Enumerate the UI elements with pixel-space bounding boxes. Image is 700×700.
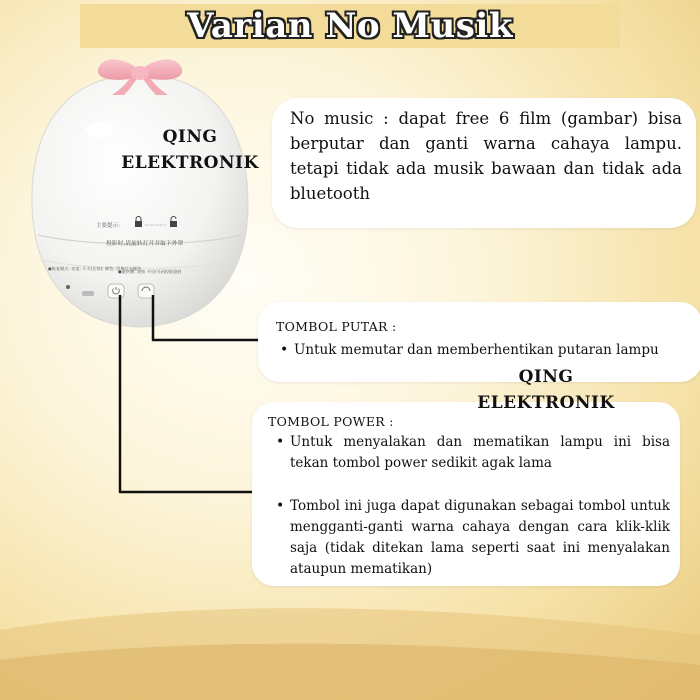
rotate-button-heading: TOMBOL PUTAR : <box>276 319 397 334</box>
watermark-line2: ELEKTRONIK <box>121 153 259 173</box>
power-button-card <box>252 402 680 586</box>
power-button-bullet: • Untuk menyalakan dan mematikan lampu ini bisa tekan tombol power sedikit agak lama <box>290 432 670 474</box>
power-button-bullet: • Tombol ini juga dapat digunakan sebagai tombol untuk mengganti-ganti warna cahaya dengan cara klik-klik saja (tidak ditekan lama seperti saat ini menyalakan ataupun mematikan) <box>290 496 670 580</box>
description-card <box>272 98 696 228</box>
power-button-heading: TOMBOL POWER : <box>268 414 394 429</box>
rotate-button-bullet: • Untuk memutar dan memberhentikan putaran lampu <box>294 340 694 361</box>
page-title: Varian No Musik <box>187 6 513 46</box>
device-label-front-right: ●旋转键: 短按 开启/关闭投影旋转 <box>118 269 182 274</box>
watermark <box>110 124 270 176</box>
description-text: No music : dapat free 6 film (gambar) bisa berputar dan ganti warna cahaya lampu. tetapi tidak ada musik bawaan dan tidak ada bluetooth <box>290 109 682 203</box>
watermark-line1: QING <box>162 127 218 147</box>
device-label-top: 主要提示: <box>96 223 120 229</box>
watermark-line1: QING <box>518 367 574 387</box>
device-label-warning: 投影时,请旋转打开并取下外罩 <box>106 241 184 247</box>
watermark-line2: ELEKTRONIK <box>477 393 615 413</box>
device-label-front-left: ●恢复模式: 亮度: 开关(长按); 颜色: 切换灯光颜色 <box>48 266 142 271</box>
watermark <box>466 364 626 416</box>
